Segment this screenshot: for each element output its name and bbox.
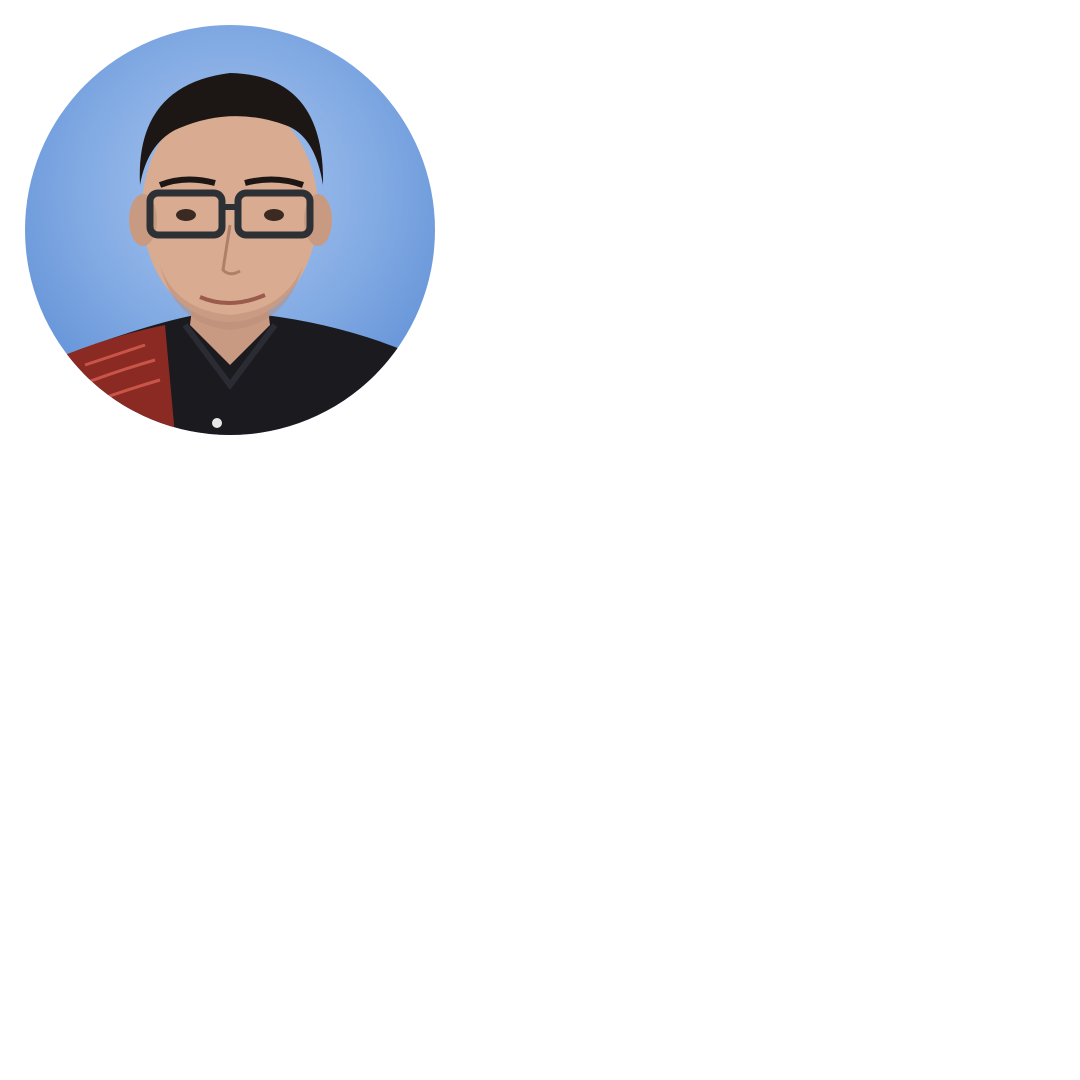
profile-photo	[25, 25, 435, 435]
bio-text	[108, 455, 972, 492]
